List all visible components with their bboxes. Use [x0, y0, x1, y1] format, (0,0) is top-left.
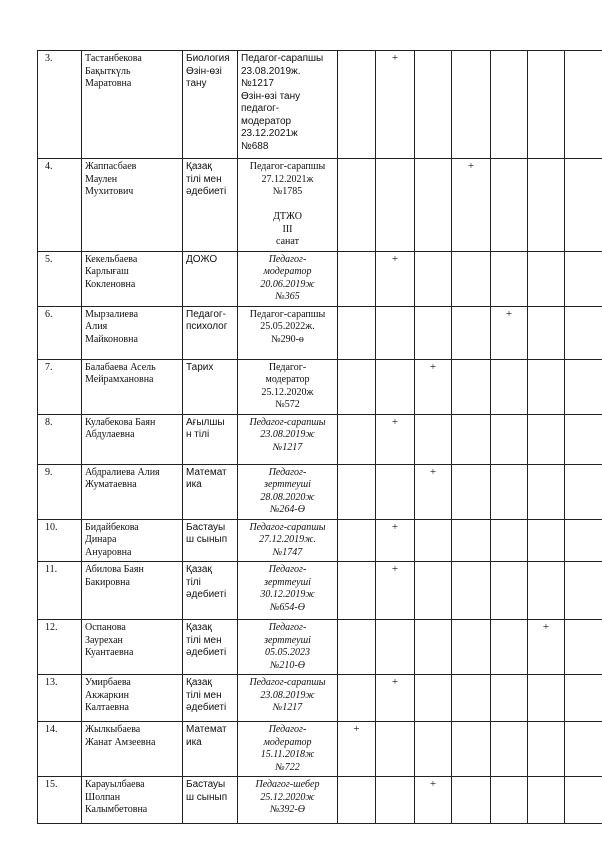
cell-line: Педагог- — [186, 308, 226, 320]
cell-line: Педагог- — [268, 466, 307, 478]
category — [238, 159, 338, 252]
mark-cell — [528, 159, 565, 252]
subject — [183, 519, 238, 562]
cell-line: әдебиеті — [186, 589, 227, 600]
cell-line: №688 — [241, 140, 269, 152]
teacher-name — [82, 306, 183, 359]
cell-line: №365 — [275, 291, 300, 302]
mark-cell — [565, 464, 602, 519]
cell-line: Абилова Баян — [85, 564, 144, 575]
cell-line — [241, 199, 334, 212]
mark-cell — [415, 51, 452, 159]
table-row — [38, 51, 602, 159]
table-row — [38, 159, 602, 252]
mark-cell — [491, 359, 528, 414]
mark-cell — [376, 777, 415, 824]
cell-line: педагог- — [241, 103, 280, 114]
mark-cell — [528, 620, 565, 675]
cell-line: Умирбаева — [85, 677, 131, 688]
cell-line: Бастауы — [186, 521, 226, 533]
cell-line: №722 — [275, 761, 300, 773]
teacher-name — [82, 675, 183, 722]
cell-line: Кулабекова Баян — [85, 416, 156, 428]
cell-line: 23.12.2021ж — [241, 128, 298, 139]
teachers-table — [37, 50, 602, 824]
category — [238, 620, 338, 675]
cell-line: Карауылбаева — [85, 779, 145, 790]
cell-line: Өзін-өзі — [186, 65, 222, 77]
mark-cell — [491, 414, 528, 464]
cell-line: Педагог-сарапшы — [249, 161, 326, 172]
cell-line: Жанат Амзеевна — [85, 736, 156, 748]
table-row — [38, 722, 602, 777]
cell-line: №1785 — [272, 186, 303, 197]
teacher-name — [82, 464, 183, 519]
cell-line: Қазақ — [186, 622, 212, 633]
teacher-name — [82, 620, 183, 675]
plus-mark: + — [391, 415, 399, 428]
mark-cell — [338, 251, 376, 306]
mark-cell — [376, 359, 415, 414]
cell-line: Динара — [85, 534, 117, 545]
mark-cell — [338, 306, 376, 359]
cell-line: Жылкыбаева — [85, 724, 141, 735]
cell-line: Оспанова — [85, 622, 126, 633]
mark-cell — [528, 51, 565, 159]
mark-cell — [415, 414, 452, 464]
cell-line: Мырзалиева — [85, 308, 139, 320]
mark-cell — [376, 722, 415, 777]
cell-line: тілі мен — [186, 634, 222, 646]
mark-cell — [491, 777, 528, 824]
mark-cell — [415, 722, 452, 777]
cell-line: Математ — [186, 466, 227, 478]
mark-cell — [338, 51, 376, 159]
mark-cell — [376, 306, 415, 359]
mark-cell — [528, 562, 565, 620]
subject — [183, 464, 238, 519]
mark-cell — [452, 519, 491, 562]
cell-line: 23.08.2019ж — [260, 429, 315, 440]
mark-cell — [528, 251, 565, 306]
teacher-name — [82, 777, 183, 824]
mark-cell — [415, 620, 452, 675]
mark-cell — [565, 159, 602, 252]
mark-cell — [415, 675, 452, 722]
cell-line: Педагог-шебер — [255, 779, 320, 790]
category — [238, 306, 338, 359]
cell-line: №1217 — [272, 441, 303, 453]
mark-cell — [491, 159, 528, 252]
subject — [183, 562, 238, 620]
cell-line: Педагог- — [268, 361, 307, 373]
mark-cell — [528, 414, 565, 464]
cell-line: Жуматаевна — [85, 479, 137, 490]
cell-line: зерттеуші — [264, 634, 311, 646]
row-number: 10. — [38, 519, 82, 562]
plus-mark: + — [391, 52, 399, 64]
mark-cell — [528, 777, 565, 824]
mark-cell — [452, 722, 491, 777]
teacher-name — [82, 359, 183, 414]
cell-line: Бастауы — [186, 779, 226, 790]
mark-cell — [338, 359, 376, 414]
cell-line: ш сынып — [186, 791, 228, 803]
plus-mark: + — [467, 160, 475, 172]
table-row — [38, 675, 602, 722]
cell-line: модератор — [263, 736, 312, 748]
cell-line: Балабаева Асель — [85, 361, 156, 373]
plus-mark: + — [391, 520, 399, 533]
cell-line: зерттеуші — [264, 576, 311, 588]
mark-cell — [338, 722, 376, 777]
plus-mark: + — [391, 563, 399, 575]
cell-line: 05.05.2023 — [265, 647, 310, 658]
teacher-name — [82, 562, 183, 620]
cell-line: Педагог- — [268, 253, 307, 265]
cell-line: Қазақ — [186, 161, 212, 172]
subject — [183, 620, 238, 675]
mark-cell — [376, 519, 415, 562]
mark-cell — [565, 519, 602, 562]
cell-line: санат — [276, 236, 299, 247]
cell-line: Педагог- — [268, 564, 307, 575]
cell-line: модератор — [241, 115, 292, 127]
subject — [183, 722, 238, 777]
cell-line: ДОЖО — [186, 253, 218, 265]
cell-line: Бақыткүль — [85, 65, 131, 77]
cell-line: Тарих — [186, 361, 214, 373]
plus-mark: + — [353, 723, 360, 735]
mark-cell — [565, 359, 602, 414]
mark-cell — [528, 464, 565, 519]
mark-cell — [565, 620, 602, 675]
cell-line: зерттеуші — [264, 479, 311, 490]
cell-line: Абдралиева Алия — [85, 466, 160, 478]
mark-cell — [452, 359, 491, 414]
mark-cell — [376, 159, 415, 252]
mark-cell — [376, 51, 415, 159]
mark-cell — [491, 562, 528, 620]
mark-cell — [565, 251, 602, 306]
teacher-name — [82, 159, 183, 252]
cell-line: ДТЖО — [273, 211, 302, 222]
cell-line: 30.12.2019ж — [260, 589, 315, 600]
cell-line: 15.11.2018ж — [260, 749, 315, 760]
mark-cell — [338, 675, 376, 722]
cell-line: Ануаровна — [85, 546, 132, 558]
plus-mark: + — [505, 307, 513, 320]
mark-cell — [452, 251, 491, 306]
mark-cell — [491, 722, 528, 777]
row-number: 4. — [38, 159, 82, 252]
category — [238, 722, 338, 777]
mark-cell — [565, 722, 602, 777]
cell-line: ш сынып — [186, 534, 228, 545]
cell-line: ика — [186, 479, 202, 490]
table-row — [38, 414, 602, 464]
mark-cell — [338, 620, 376, 675]
category — [238, 464, 338, 519]
mark-cell — [376, 414, 415, 464]
row-number: 6. — [38, 306, 82, 359]
mark-cell — [452, 464, 491, 519]
mark-cell — [338, 519, 376, 562]
mark-cell — [452, 562, 491, 620]
category — [238, 414, 338, 464]
cell-line: Тастанбекова — [85, 53, 142, 64]
cell-line: Педагог-сарапшы — [249, 677, 326, 688]
cell-line: Қазақ — [186, 564, 212, 575]
mark-cell — [565, 777, 602, 824]
plus-mark: + — [391, 676, 399, 688]
subject — [183, 51, 238, 159]
plus-mark: + — [429, 465, 437, 478]
cell-line: Заурехан — [85, 634, 123, 646]
mark-cell — [338, 414, 376, 464]
row-number: 12. — [38, 620, 82, 675]
row-number: 11. — [38, 562, 82, 620]
cell-line: модератор — [265, 374, 310, 385]
cell-line: Педагог-сарапшы — [249, 416, 326, 428]
cell-line: тілі мен — [186, 173, 222, 185]
cell-line: 23.08.2019ж — [260, 689, 315, 701]
mark-cell — [415, 306, 452, 359]
mark-cell — [452, 777, 491, 824]
cell-line: Педагог-сарапшы — [241, 53, 324, 64]
mark-cell — [338, 562, 376, 620]
cell-line: ІІІ — [282, 223, 293, 235]
cell-line: Ағылшы — [186, 416, 225, 428]
cell-line: 25.12.2020ж — [260, 791, 315, 803]
cell-line: модератор — [263, 266, 312, 277]
cell-line: 27.12.2021ж — [261, 173, 314, 185]
cell-line: Карлығаш — [85, 266, 129, 277]
mark-cell — [415, 777, 452, 824]
cell-line: Маратовна — [85, 78, 132, 89]
mark-cell — [491, 251, 528, 306]
subject — [183, 359, 238, 414]
cell-line: Акжаркин — [85, 689, 129, 701]
cell-line: Шолпан — [85, 791, 121, 803]
row-number: 5. — [38, 251, 82, 306]
cell-line: Алия — [85, 321, 108, 332]
mark-cell — [491, 306, 528, 359]
subject — [183, 251, 238, 306]
category — [238, 777, 338, 824]
cell-line: әдебиеті — [186, 647, 227, 658]
table-row — [38, 777, 602, 824]
mark-cell — [528, 306, 565, 359]
mark-cell — [338, 464, 376, 519]
mark-cell — [415, 359, 452, 414]
mark-cell — [415, 464, 452, 519]
cell-line: тілі мен — [186, 689, 222, 701]
category — [238, 519, 338, 562]
mark-cell — [452, 159, 491, 252]
mark-cell — [376, 251, 415, 306]
row-number: 13. — [38, 675, 82, 722]
cell-line: Педагог-сарапшы — [249, 521, 326, 533]
cell-line: Бидайбекова — [85, 521, 139, 533]
cell-line: Биология — [186, 53, 230, 64]
cell-line: Педагог-сарапшы — [249, 308, 326, 320]
cell-line: тілі — [186, 576, 201, 588]
teacher-name — [82, 251, 183, 306]
mark-cell — [565, 51, 602, 159]
mark-cell — [528, 359, 565, 414]
mark-cell — [415, 562, 452, 620]
cell-line: №392-Ө — [270, 804, 305, 815]
table-row — [38, 620, 602, 675]
category — [238, 562, 338, 620]
mark-cell — [452, 306, 491, 359]
cell-line: Калтаевна — [85, 702, 129, 713]
cell-line: Мухитович — [85, 186, 134, 197]
mark-cell — [565, 675, 602, 722]
category — [238, 251, 338, 306]
mark-cell — [565, 306, 602, 359]
mark-cell — [491, 519, 528, 562]
mark-cell — [376, 562, 415, 620]
mark-cell — [491, 464, 528, 519]
subject — [183, 159, 238, 252]
category — [238, 51, 338, 159]
cell-line: н тілі — [186, 429, 210, 440]
table-row — [38, 306, 602, 359]
cell-line: №290-ө — [271, 333, 304, 345]
mark-cell — [491, 51, 528, 159]
cell-line: 28.08.2020ж — [260, 491, 315, 503]
cell-line: Мейрамхановна — [85, 374, 154, 385]
cell-line: Майконовна — [85, 333, 138, 345]
plus-mark: + — [542, 621, 550, 633]
subject — [183, 777, 238, 824]
cell-line: 25.12.2020ж — [261, 386, 314, 398]
row-number: 3. — [38, 51, 82, 159]
cell-line: Маулен — [85, 173, 118, 185]
row-number: 8. — [38, 414, 82, 464]
teacher-name — [82, 414, 183, 464]
table-row — [38, 359, 602, 414]
cell-line: Куантаевна — [85, 647, 134, 658]
cell-line: 25.05.2022ж. — [260, 321, 315, 332]
subject — [183, 675, 238, 722]
cell-line: Математ — [186, 724, 227, 735]
mark-cell — [338, 159, 376, 252]
subject — [183, 306, 238, 359]
cell-line: №1217 — [272, 702, 303, 713]
row-number: 14. — [38, 722, 82, 777]
cell-line: №654-Ө — [270, 601, 305, 613]
cell-line: Бакировна — [85, 576, 130, 588]
mark-cell — [528, 675, 565, 722]
cell-line: Педагог- — [268, 622, 307, 633]
category — [238, 359, 338, 414]
cell-line: тану — [186, 78, 207, 89]
cell-line: Өзін-өзі тану — [241, 90, 301, 102]
cell-line: Қазақ — [186, 677, 212, 688]
table-row — [38, 519, 602, 562]
cell-line: Педагог- — [268, 724, 307, 735]
mark-cell — [452, 414, 491, 464]
table-row — [38, 464, 602, 519]
category — [238, 675, 338, 722]
cell-line: №1217 — [241, 78, 274, 89]
mark-cell — [415, 159, 452, 252]
cell-line: әдебиеті — [186, 186, 227, 197]
plus-mark: + — [391, 252, 399, 265]
cell-line: 27.12.2019ж. — [259, 534, 316, 545]
table-row — [38, 251, 602, 306]
cell-line: психолог — [186, 321, 228, 332]
cell-line: №572 — [275, 399, 300, 410]
cell-line: Абдулаевна — [85, 429, 135, 440]
mark-cell — [452, 675, 491, 722]
mark-cell — [376, 675, 415, 722]
cell-line: Кокленовна — [85, 278, 136, 290]
cell-line: Калымбетовна — [85, 804, 148, 815]
cell-line: №264-Ө — [270, 504, 305, 515]
cell-line: ика — [186, 736, 202, 748]
mark-cell — [452, 51, 491, 159]
subject — [183, 414, 238, 464]
cell-line: Кекельбаева — [85, 253, 138, 265]
mark-cell — [452, 620, 491, 675]
mark-cell — [528, 519, 565, 562]
table-row — [38, 562, 602, 620]
row-number: 7. — [38, 359, 82, 414]
cell-line: әдебиеті — [186, 702, 227, 713]
plus-mark: + — [429, 778, 437, 790]
row-number: 9. — [38, 464, 82, 519]
mark-cell — [491, 620, 528, 675]
cell-line: 23.08.2019ж. — [241, 65, 301, 77]
cell-line: №1747 — [272, 546, 303, 558]
row-number: 15. — [38, 777, 82, 824]
mark-cell — [415, 251, 452, 306]
mark-cell — [338, 777, 376, 824]
teacher-name — [82, 722, 183, 777]
mark-cell — [528, 722, 565, 777]
cell-line: №210-Ө — [270, 659, 305, 671]
teacher-name — [82, 519, 183, 562]
mark-cell — [565, 414, 602, 464]
mark-cell — [491, 675, 528, 722]
cell-line: 20.06.2019ж — [260, 278, 315, 290]
cell-line: Жаппасбаев — [85, 161, 137, 172]
plus-mark: + — [429, 360, 437, 373]
mark-cell — [415, 519, 452, 562]
teacher-name — [82, 51, 183, 159]
mark-cell — [565, 562, 602, 620]
mark-cell — [376, 464, 415, 519]
mark-cell — [376, 620, 415, 675]
